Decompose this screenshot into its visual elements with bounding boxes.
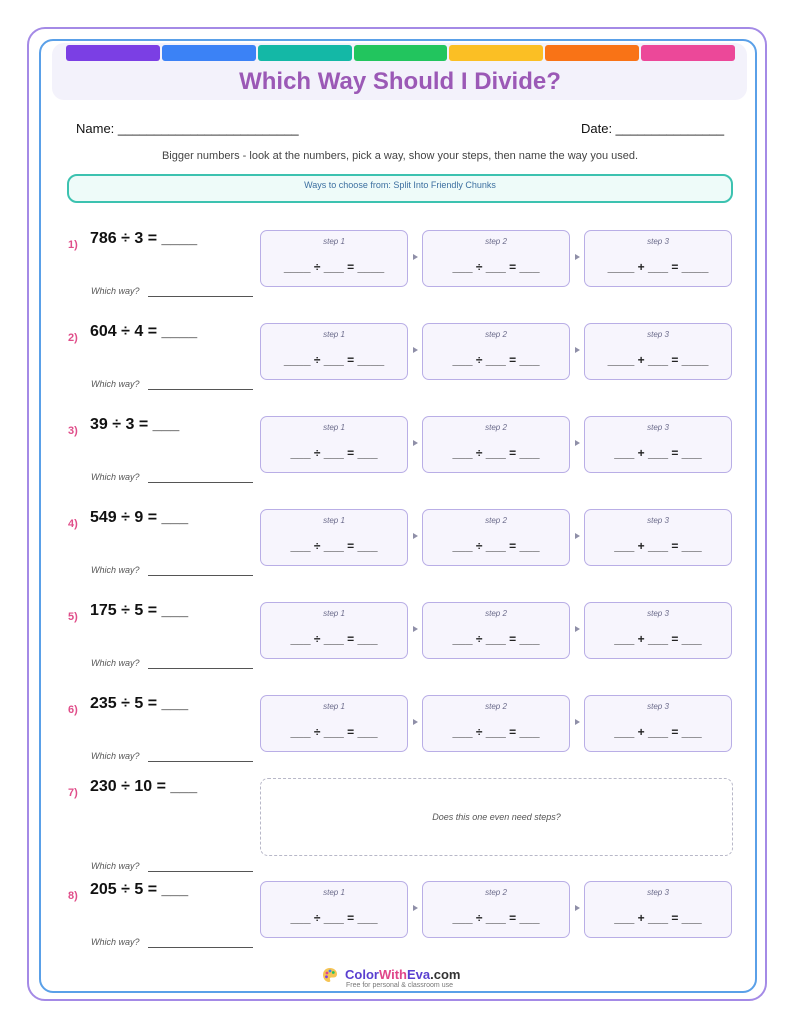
step-box[interactable]: [584, 695, 732, 752]
palette-icon: [322, 967, 338, 983]
arrow-right-icon: [413, 254, 418, 260]
step-label: step 1: [323, 423, 345, 432]
color-stripe: [162, 45, 256, 61]
step-box[interactable]: [422, 416, 570, 473]
problem-row: [0, 416, 800, 509]
color-stripes: [66, 45, 735, 61]
which-way-label: Which way?: [91, 658, 140, 668]
step-expression: ___ ÷ ___ = ___: [452, 446, 540, 460]
step-box[interactable]: [584, 416, 732, 473]
which-way-answer-line[interactable]: [148, 947, 253, 948]
color-stripe: [545, 45, 639, 61]
step-expression: ___ + ___ = ___: [614, 446, 702, 460]
problem-number: 8): [68, 890, 78, 902]
problem-number: 7): [68, 787, 78, 799]
which-way-answer-line[interactable]: [148, 482, 253, 483]
step-label: step 3: [647, 423, 669, 432]
step-label: step 3: [647, 609, 669, 618]
step-box[interactable]: [422, 509, 570, 566]
which-way-answer-line[interactable]: [148, 575, 253, 576]
arrow-right-icon: [413, 719, 418, 725]
problem-row: [0, 323, 800, 416]
step-expression: ___ ÷ ___ = ___: [290, 911, 378, 925]
step-box[interactable]: [422, 602, 570, 659]
problem-expression: 549 ÷ 9 = ___: [90, 509, 189, 526]
step-expression: ___ ÷ ___ = ___: [452, 353, 540, 367]
color-stripe: [354, 45, 448, 61]
brand-part-eva: Eva: [407, 967, 431, 982]
arrow-right-icon: [575, 533, 580, 539]
step-box[interactable]: [260, 230, 408, 287]
step-label: step 1: [323, 702, 345, 711]
problem-expression: 604 ÷ 4 = ____: [90, 323, 198, 340]
problem-expression: 175 ÷ 5 = ___: [90, 602, 189, 619]
step-expression: ___ ÷ ___ = ___: [452, 911, 540, 925]
which-way-label: Which way?: [91, 937, 140, 947]
which-way-label: Which way?: [91, 286, 140, 296]
step-label: step 2: [485, 516, 507, 525]
which-way-answer-line[interactable]: [148, 871, 253, 872]
arrow-right-icon: [575, 905, 580, 911]
step-label: step 2: [485, 423, 507, 432]
step-box[interactable]: [260, 881, 408, 938]
step-expression: ____ + ___ = ____: [607, 260, 709, 274]
step-label: step 3: [647, 702, 669, 711]
problem-expression: 39 ÷ 3 = ___: [90, 416, 180, 433]
brand-part-color: Color: [345, 967, 379, 982]
problem-expression: 205 ÷ 5 = ___: [90, 881, 189, 898]
which-way-answer-line[interactable]: [148, 668, 253, 669]
step-label: step 2: [485, 609, 507, 618]
problem-number: 4): [68, 518, 78, 530]
footer-brand: [345, 967, 460, 982]
problem-expression: 235 ÷ 5 = ___: [90, 695, 189, 712]
step-expression: ___ ÷ ___ = ___: [290, 446, 378, 460]
step-expression: ___ ÷ ___ = ___: [452, 539, 540, 553]
problem-expression: 230 ÷ 10 = ___: [90, 778, 198, 795]
step-box[interactable]: [422, 695, 570, 752]
which-way-label: Which way?: [91, 565, 140, 575]
problem-number: 6): [68, 704, 78, 716]
problem-row: [0, 695, 800, 788]
step-label: step 3: [647, 237, 669, 246]
ways-box: [67, 174, 733, 203]
arrow-right-icon: [413, 905, 418, 911]
instructions: Bigger numbers - look at the numbers, pick a way, show your steps, then name the way you used.: [161, 150, 639, 162]
problem-row: [0, 881, 800, 974]
step-box[interactable]: [422, 323, 570, 380]
problem-row: [0, 602, 800, 695]
arrow-right-icon: [413, 347, 418, 353]
color-stripe: [258, 45, 352, 61]
color-stripe: [66, 45, 160, 61]
step-label: step 1: [323, 330, 345, 339]
date-field[interactable]: Date: _______________: [581, 121, 725, 136]
step-box[interactable]: [422, 230, 570, 287]
step-expression: ____ ÷ ___ = ____: [283, 353, 385, 367]
step-label: step 1: [323, 888, 345, 897]
problem-row: [0, 778, 800, 871]
no-steps-note: Does this one even need steps?: [432, 812, 561, 822]
which-way-answer-line[interactable]: [148, 296, 253, 297]
arrow-right-icon: [413, 533, 418, 539]
step-box[interactable]: [584, 881, 732, 938]
step-label: step 1: [323, 609, 345, 618]
step-box[interactable]: [260, 602, 408, 659]
step-box[interactable]: [584, 230, 732, 287]
step-label: step 3: [647, 516, 669, 525]
problem-number: 3): [68, 425, 78, 437]
step-label: step 2: [485, 702, 507, 711]
step-expression: ___ ÷ ___ = ___: [452, 725, 540, 739]
arrow-right-icon: [413, 440, 418, 446]
arrow-right-icon: [575, 347, 580, 353]
color-stripe: [641, 45, 735, 61]
which-way-answer-line[interactable]: [148, 389, 253, 390]
color-stripe: [449, 45, 543, 61]
step-box[interactable]: [260, 323, 408, 380]
which-way-answer-line[interactable]: [148, 761, 253, 762]
arrow-right-icon: [575, 719, 580, 725]
arrow-right-icon: [575, 626, 580, 632]
problem-row: [0, 509, 800, 602]
step-expression: ___ ÷ ___ = ___: [452, 260, 540, 274]
problem-row: [0, 230, 800, 323]
step-expression: ___ ÷ ___ = ___: [290, 539, 378, 553]
which-way-label: Which way?: [91, 861, 140, 871]
step-label: step 2: [485, 237, 507, 246]
problem-number: 1): [68, 239, 78, 251]
which-way-label: Which way?: [91, 379, 140, 389]
brand-part-com: .com: [430, 967, 461, 982]
step-label: step 2: [485, 330, 507, 339]
step-expression: ___ + ___ = ___: [614, 725, 702, 739]
problem-expression: 786 ÷ 3 = ____: [90, 230, 198, 247]
step-expression: ___ + ___ = ___: [614, 632, 702, 646]
step-box[interactable]: [260, 695, 408, 752]
ways-text: Ways to choose from: Split Into Friendly Chunks: [304, 180, 496, 190]
step-label: step 1: [323, 237, 345, 246]
step-box[interactable]: [584, 602, 732, 659]
brand-part-with: With: [378, 967, 407, 982]
step-box[interactable]: [260, 416, 408, 473]
step-expression: ____ + ___ = ____: [607, 353, 709, 367]
worksheet-title: Which Way Should I Divide?: [239, 68, 561, 95]
arrow-right-icon: [575, 440, 580, 446]
name-field[interactable]: Name: _________________________: [76, 121, 299, 136]
step-label: step 3: [647, 888, 669, 897]
step-expression: ___ ÷ ___ = ___: [290, 725, 378, 739]
step-box[interactable]: [260, 509, 408, 566]
which-way-label: Which way?: [91, 472, 140, 482]
no-steps-box[interactable]: [260, 778, 733, 856]
step-expression: ___ ÷ ___ = ___: [452, 632, 540, 646]
footer-tagline: Free for personal & classroom use: [346, 982, 453, 989]
step-label: step 1: [323, 516, 345, 525]
which-way-label: Which way?: [91, 751, 140, 761]
problem-number: 2): [68, 332, 78, 344]
step-expression: ___ ÷ ___ = ___: [290, 632, 378, 646]
step-box[interactable]: [422, 881, 570, 938]
step-expression: ___ + ___ = ___: [614, 539, 702, 553]
step-box[interactable]: [584, 323, 732, 380]
step-label: step 3: [647, 330, 669, 339]
arrow-right-icon: [575, 254, 580, 260]
problem-number: 5): [68, 611, 78, 623]
step-label: step 2: [485, 888, 507, 897]
step-box[interactable]: [584, 509, 732, 566]
step-expression: ____ ÷ ___ = ____: [283, 260, 385, 274]
step-expression: ___ + ___ = ___: [614, 911, 702, 925]
arrow-right-icon: [413, 626, 418, 632]
